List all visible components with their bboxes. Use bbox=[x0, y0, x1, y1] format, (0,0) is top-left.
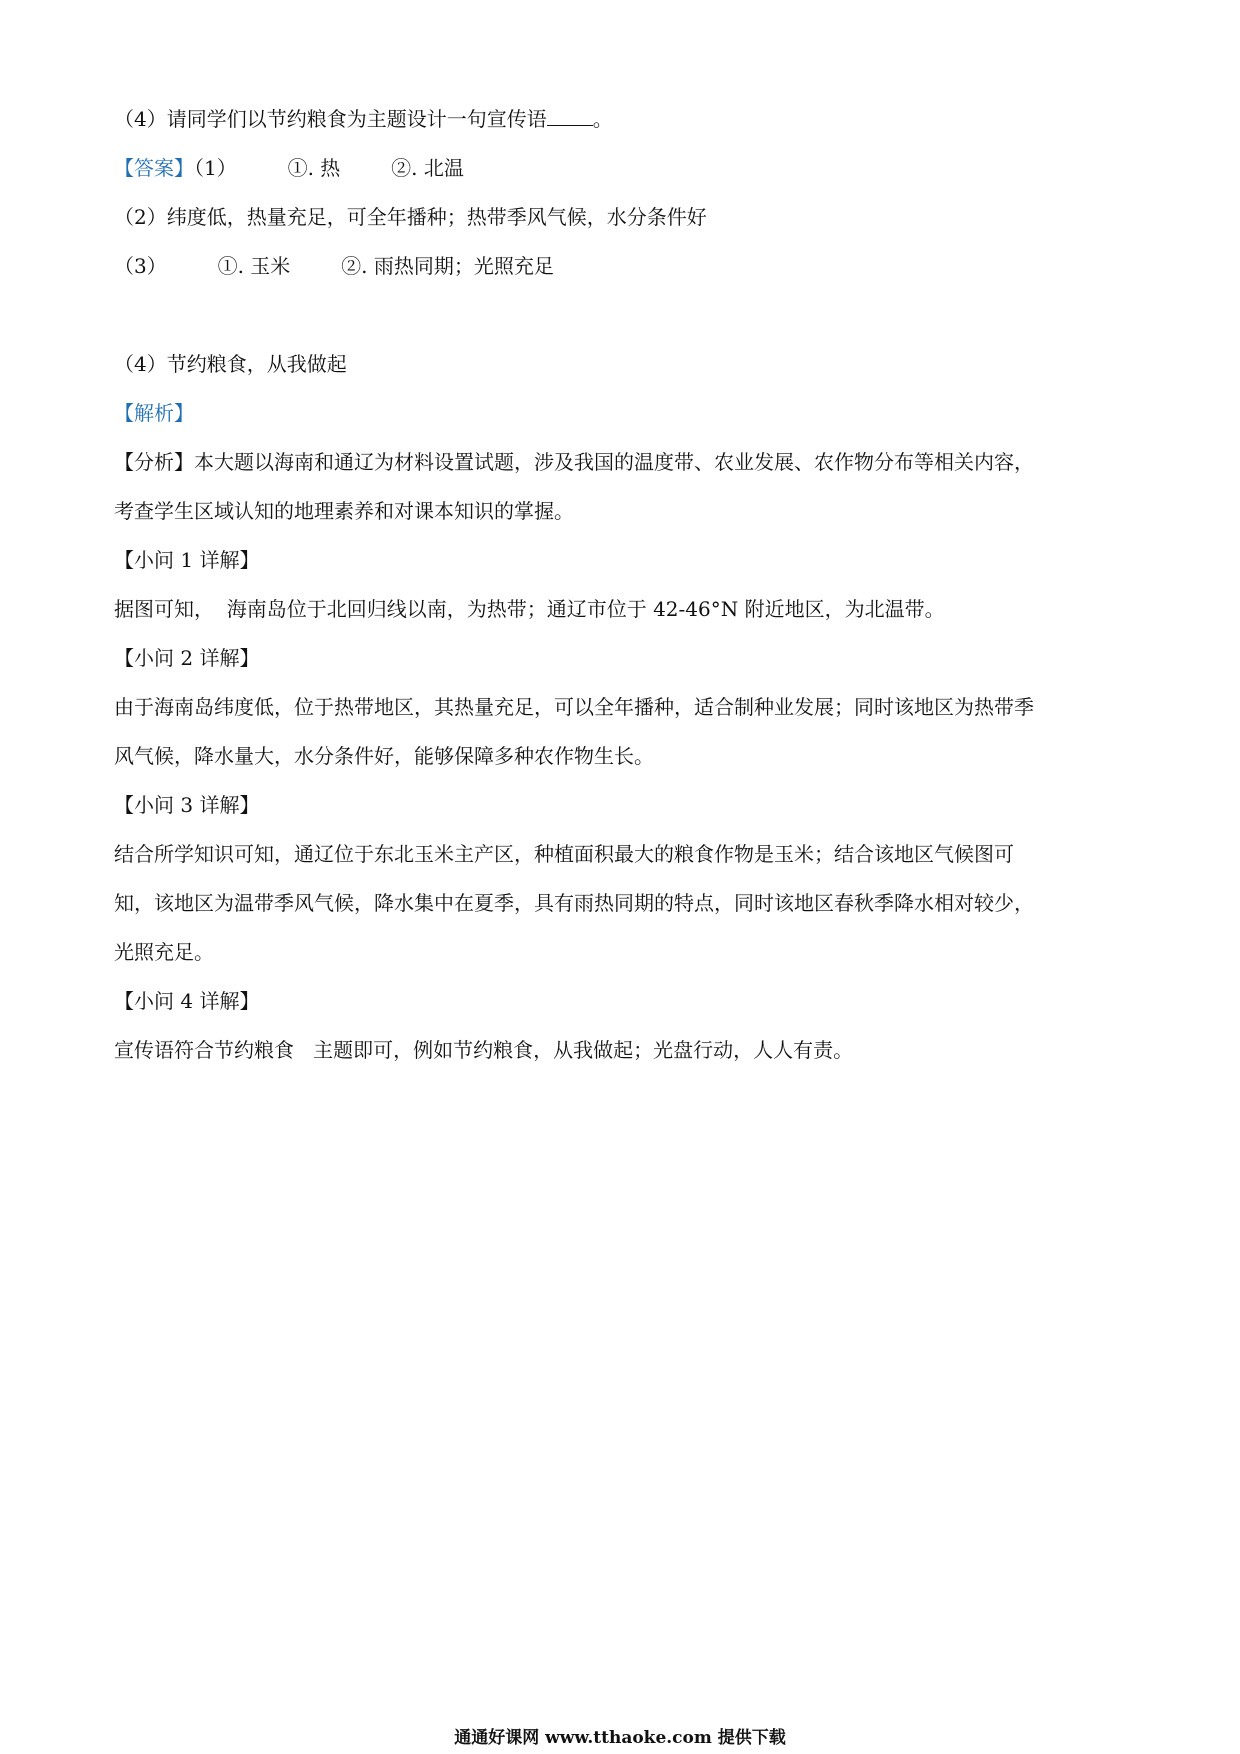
analysis-fenxi-line-2: 考查学生区域认知的地理素养和对课本知识的掌握。 bbox=[114, 499, 574, 523]
q4-detail-heading: 【小问 4 详解】 bbox=[114, 989, 260, 1013]
q3-detail-body-line-3: 光照充足。 bbox=[114, 940, 214, 964]
answer-label: 【答案】 bbox=[114, 156, 194, 180]
q2-detail-body-line-1: 由于海南岛纬度低，位于热带地区，其热量充足，可以全年播种，适合制种业发展；同时该地区为热带季 bbox=[114, 695, 1034, 719]
question-4-suffix: 。 bbox=[592, 107, 613, 131]
q3-detail-body-line-1: 结合所学知识可知，通辽位于东北玉米主产区，种植面积最大的粮食作物是玉米；结合该地区气候图可 bbox=[114, 842, 1014, 866]
question-4-text: （4）请同学们以节约粮食为主题设计一句宣传语 bbox=[114, 107, 547, 131]
q3-detail-body-line-2: 知，该地区为温带季风气候，降水集中在夏季，具有雨热同期的特点，同时该地区春秋季降水相对较少， bbox=[114, 891, 1034, 915]
answer-1 bbox=[114, 155, 464, 181]
q3-detail-heading: 【小问 3 详解】 bbox=[114, 793, 260, 817]
answer-4: （4）节约粮食，从我做起 bbox=[114, 352, 347, 376]
q4-detail-body: 宣传语符合节约粮食 主题即可，例如节约粮食，从我做起；光盘行动，人人有责。 bbox=[114, 1038, 854, 1062]
answer-2: （2）纬度低，热量充足，可全年播种；热带季风气候，水分条件好 bbox=[114, 205, 707, 229]
answer-1-text: （1） ①. 热 ②. 北温 bbox=[194, 156, 464, 180]
footer-watermark: 通通好课网 www.tthaoke.com 提供下载 bbox=[454, 1728, 786, 1748]
analysis-fenxi-line-1: 【分析】本大题以海南和通辽为材料设置试题，涉及我国的温度带、农业发展、农作物分布等相关内容， bbox=[114, 450, 1034, 474]
q2-detail-body-line-2: 风气候，降水量大，水分条件好，能够保障多种农作物生长。 bbox=[114, 744, 654, 768]
answer-blank bbox=[547, 107, 593, 126]
q1-detail-heading: 【小问 1 详解】 bbox=[114, 548, 260, 572]
analysis-label: 【解析】 bbox=[114, 401, 194, 425]
q2-detail-heading: 【小问 2 详解】 bbox=[114, 646, 260, 670]
question-4 bbox=[114, 106, 613, 132]
answer-3: （3） ①. 玉米 ②. 雨热同期；光照充足 bbox=[114, 254, 554, 278]
q1-detail-body: 据图可知， 海南岛位于北回归线以南，为热带；通辽市位于 42-46°N 附近地区，为北温带。 bbox=[114, 597, 945, 621]
